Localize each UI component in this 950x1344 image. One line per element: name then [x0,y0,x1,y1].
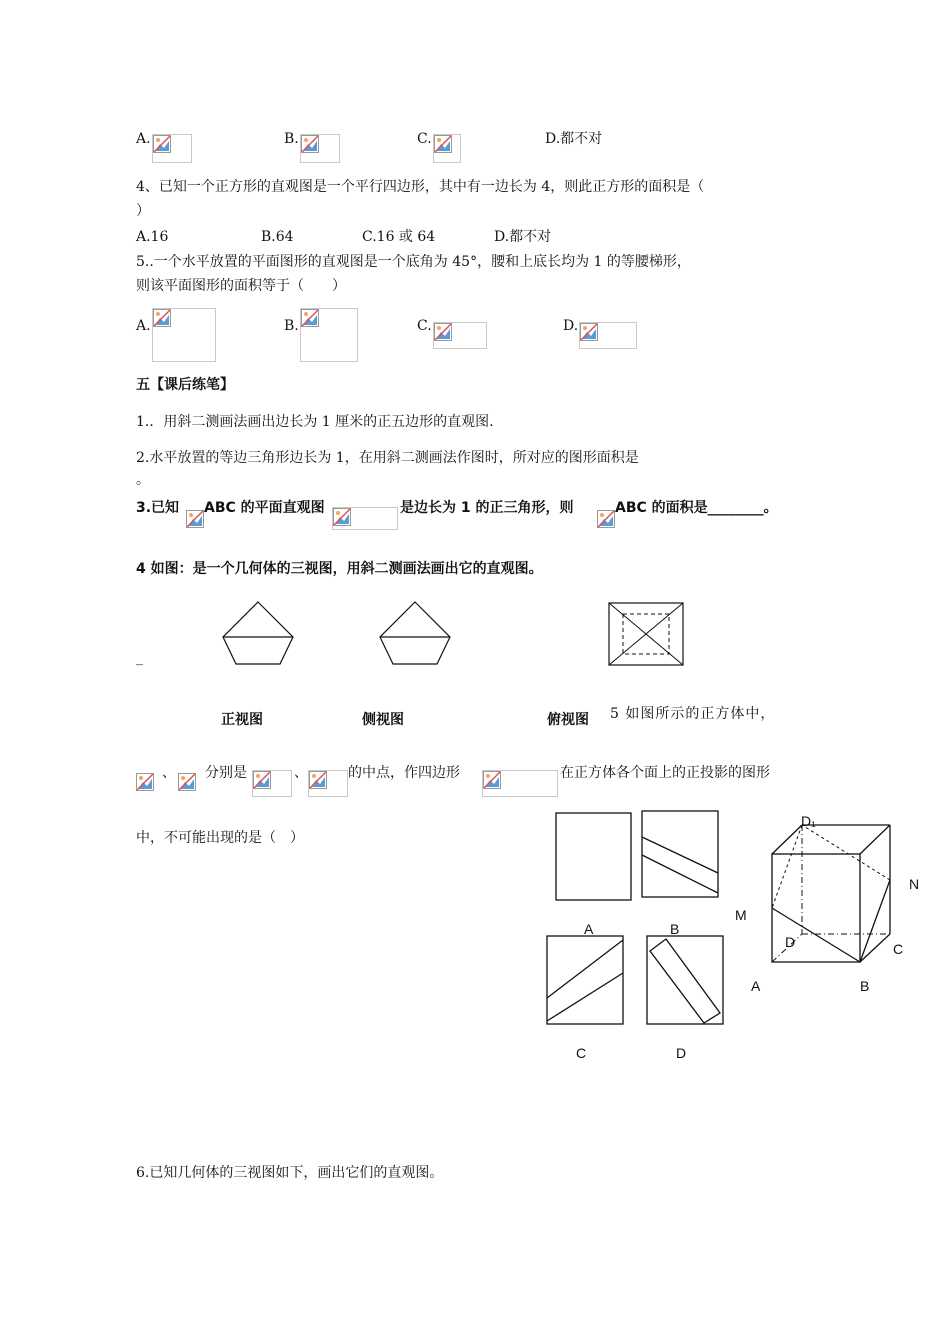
choice-b-figure[interactable] [641,810,721,900]
cube-label-c: C [893,941,904,957]
homework-q5-end: 在正方体各个面上的正投影的图形 [560,765,770,781]
broken-image-icon [433,134,461,163]
broken-image-icon [152,308,216,362]
cube-label-d1: D₁ [801,813,816,829]
q3-option-b[interactable]: B. [284,131,299,147]
q4-question-end: ） [136,203,150,219]
homework-q4: 4 如图：是一个几何体的三视图，用斜二测画法画出它的直观图。 [136,561,543,577]
top-view-figure [608,602,684,666]
broken-image-icon [152,134,192,163]
broken-image-icon [178,773,200,795]
q4-option-c[interactable]: C.16 或 64 [362,229,436,245]
broken-image-icon [186,510,204,529]
broken-image-icon [300,134,340,163]
cube-label-m: M [735,907,747,923]
q4-option-a[interactable]: A.16 [136,229,169,245]
q3-option-a[interactable]: A. [136,131,151,147]
broken-image-icon [308,770,348,797]
broken-image-icon [300,308,358,362]
side-view-figure [377,600,453,666]
q4-question: 4、已知一个正方形的直观图是一个平行四边形，其中有一边长为 4，则此正方形的面积是（ [136,179,705,195]
q5-option-c[interactable]: C. [417,318,432,334]
homework-q3-b: ABC 的平面直观图 [204,500,325,516]
q5-question-end: 则该平面图形的面积等于（ ） [136,278,346,294]
broken-image-icon [136,773,158,795]
homework-q5-mid1: 分别是 [205,765,247,781]
choice-label-d: D [676,1045,687,1061]
top-view-label: 俯视图 [547,712,589,728]
homework-q3-a: 3.已知 [136,500,180,516]
front-view-figure [220,600,296,666]
choice-label-b: B [670,921,680,937]
cube-label-b: B [860,978,870,994]
homework-q5-mid2: 、 [294,765,308,781]
broken-image-icon [433,322,487,349]
homework-q5-line3: 中，不可能出现的是（ ） [136,830,304,846]
homework-q2-end: 。 [136,472,150,488]
broken-image-icon [482,770,558,797]
dash-mark: _ [136,650,143,666]
homework-q1: 1.．用斜二测画法画出边长为 1 厘米的正五边形的直观图. [136,414,494,430]
cube-label-n: N [909,876,920,892]
front-view-label: 正视图 [221,712,263,728]
homework-q3-d: ABC 的面积是________。 [615,500,778,516]
side-view-label: 侧视图 [362,712,404,728]
cube-label-a: A [751,978,761,994]
q5-option-a[interactable]: A. [136,318,151,334]
cube-label-d: D [785,934,796,950]
homework-q2: 2.水平放置的等边三角形边长为 1，在用斜二测画法作图时，所对应的图形面积是 [136,450,639,466]
choice-d-figure[interactable] [646,935,726,1027]
q5-question: 5..一个水平放置的平面图形的直观图是一个底角为 45°，腰和上底长均为 1 的等腰梯形， [136,254,691,270]
q5-option-b[interactable]: B. [284,318,299,334]
choice-a-figure[interactable] [555,812,633,902]
homework-q3-c: 是边长为 1 的正三角形，则 [400,500,574,516]
homework-q5-sep: 、 [162,765,176,781]
q3-option-c[interactable]: C. [417,131,432,147]
choice-label-a: A [584,921,594,937]
broken-image-icon [332,507,398,530]
homework-q5-start: 5 如图所示的正方体中， [610,706,776,722]
choice-label-c: C [576,1045,587,1061]
q5-option-d[interactable]: D. [563,318,579,334]
homework-q6: 6.已知几何体的三视图如下，画出它们的直观图。 [136,1165,444,1181]
q4-option-b[interactable]: B.64 [261,229,294,245]
homework-q5-mid3: 的中点，作四边形 [348,765,460,781]
broken-image-icon [579,322,637,349]
section-title: 五【课后练笔】 [136,377,234,393]
broken-image-icon [252,770,292,797]
q4-option-d[interactable]: D.都不对 [494,229,552,245]
broken-image-icon [597,510,615,529]
q3-option-d[interactable]: D.都不对 [545,131,603,147]
choice-c-figure[interactable] [546,935,626,1027]
